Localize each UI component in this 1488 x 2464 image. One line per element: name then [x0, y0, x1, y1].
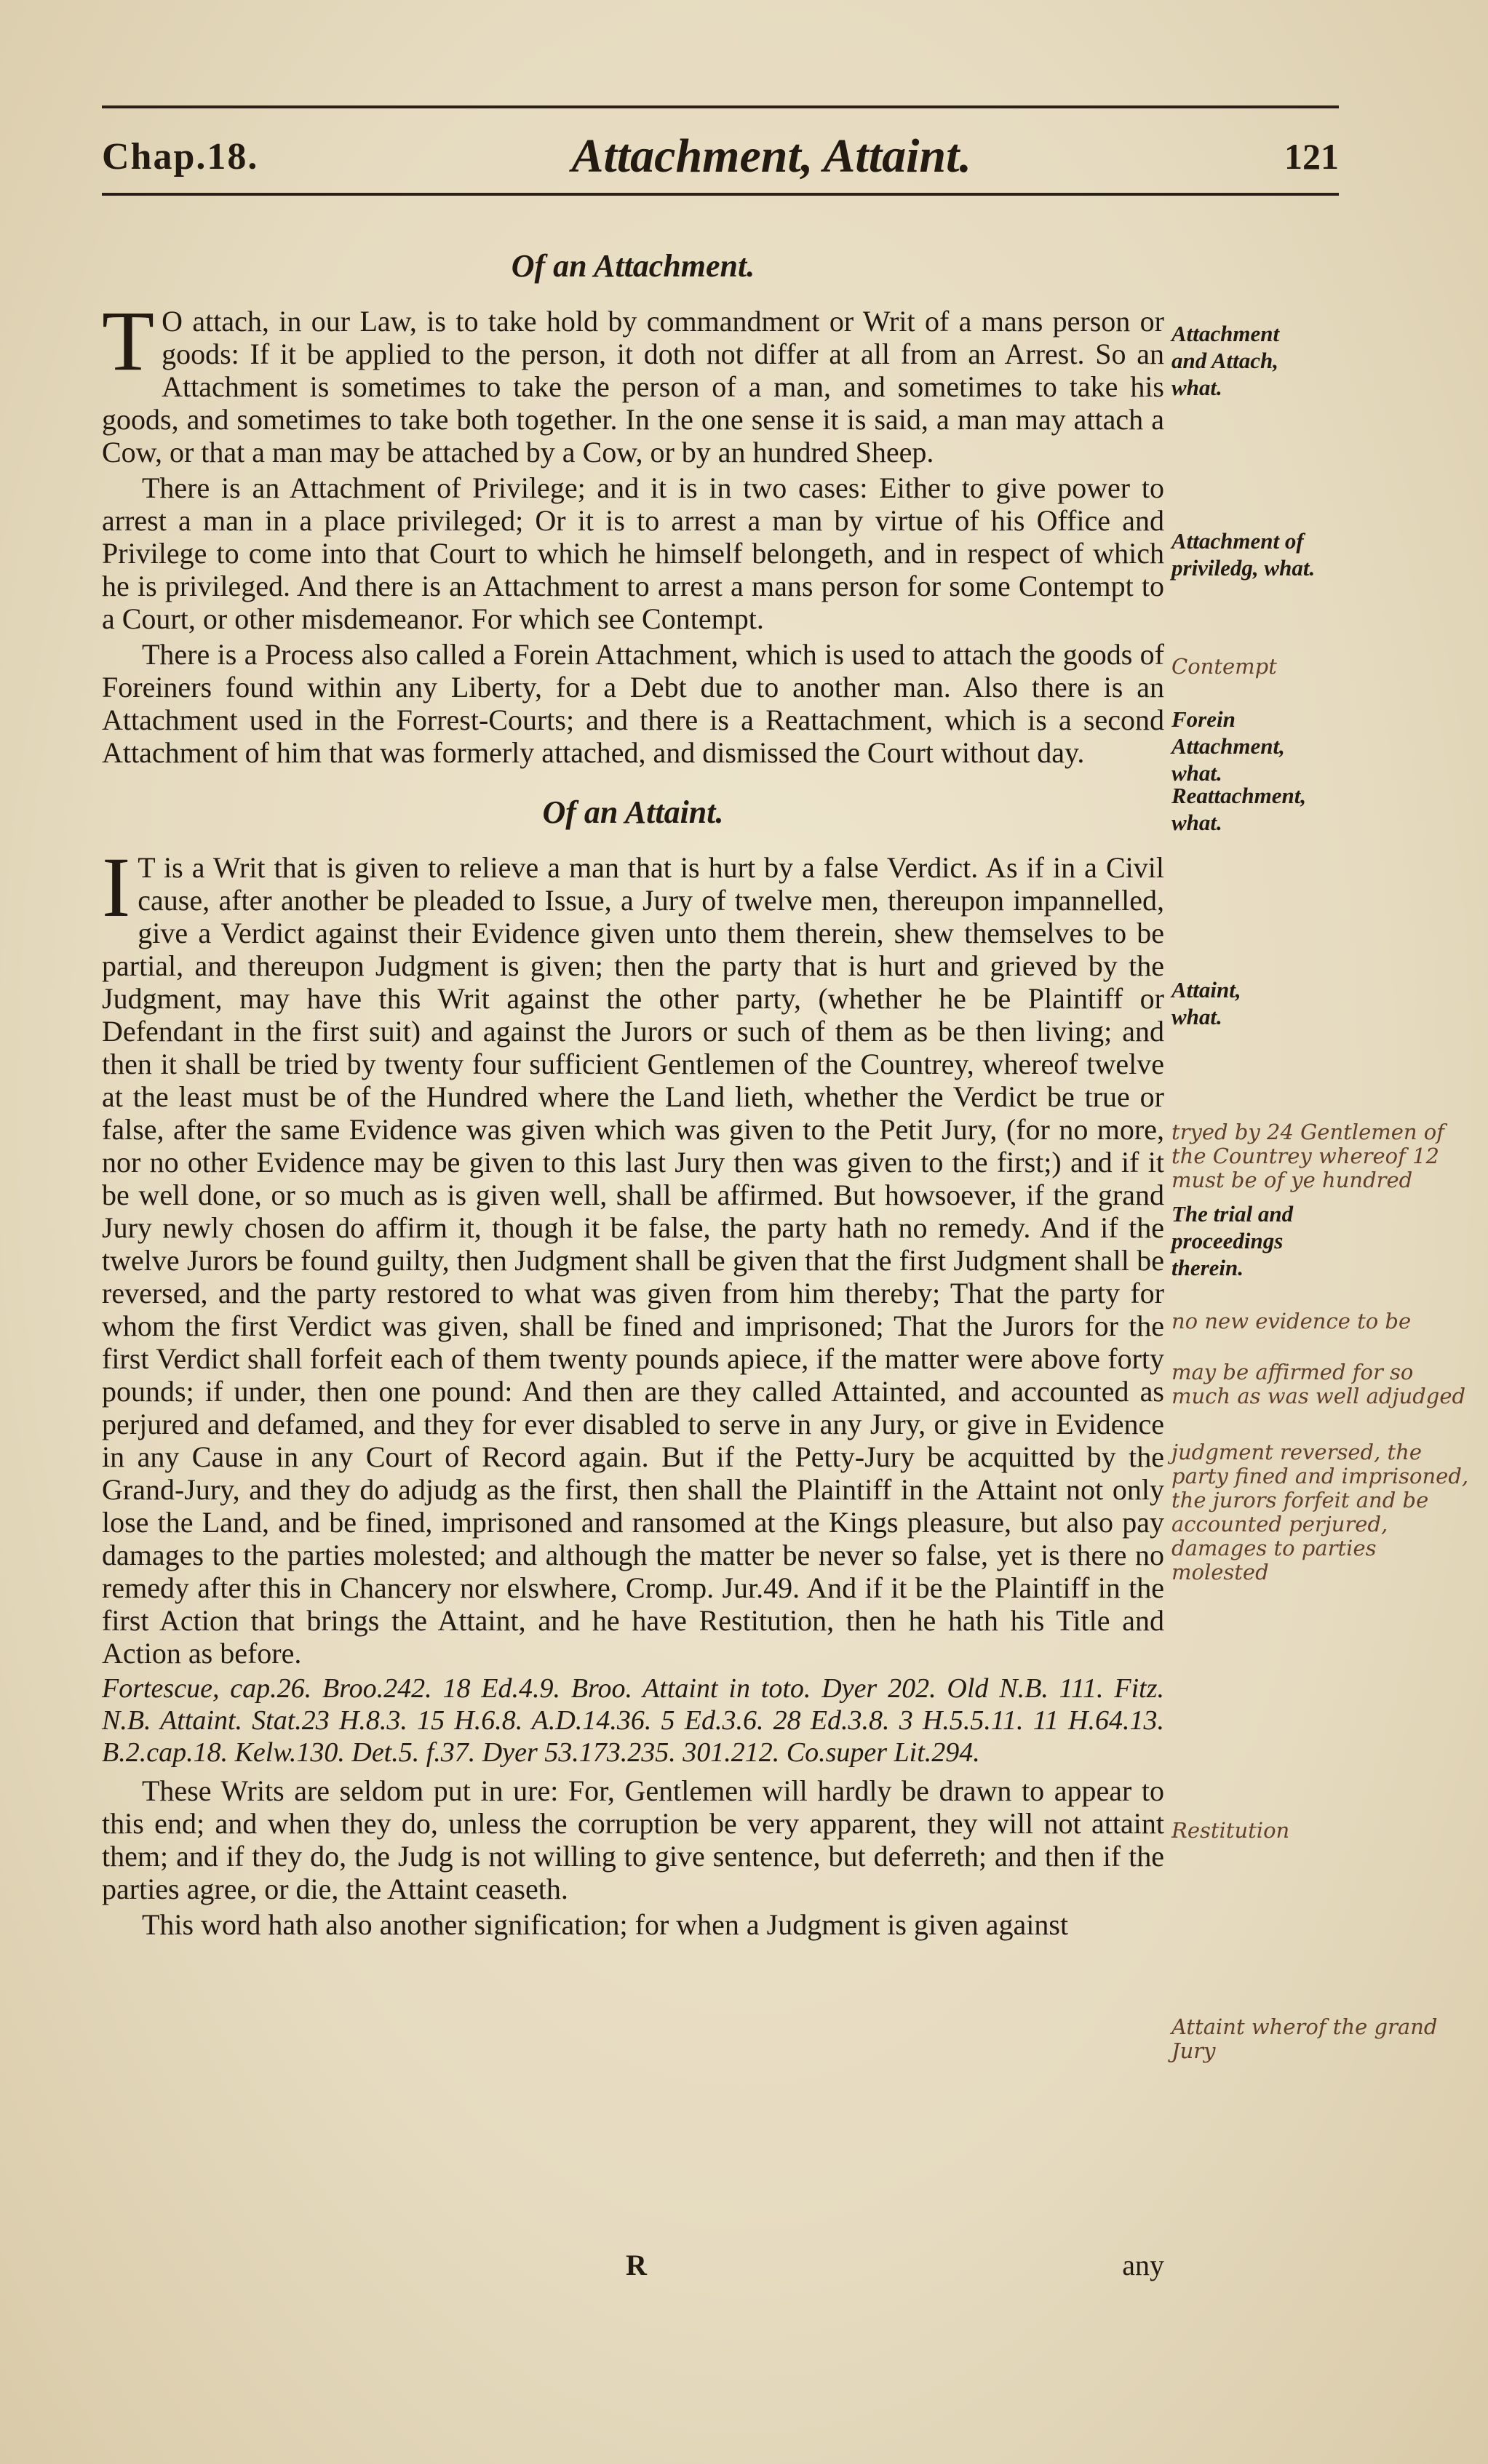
header-rule-top: [102, 105, 1339, 108]
catchword: any: [1122, 2249, 1164, 2281]
main-text: [102, 240, 1164, 1944]
folio-number: 121: [1284, 136, 1339, 177]
attachment-paragraph-1: [102, 293, 1164, 469]
legal-citations: Fortescue, cap.26. Broo.242. 18 Ed.4.9. Broo. Attaint in toto. Dyer 202. Old N.B. 111. Fitz. N.B. Attaint. Stat.23 H.8.3. 15 H.6.8. A.D.14.36. 5 Ed.3.6. 28 Ed.3.8. 3 H.5.5.11. 11 H.64.13. B.2.cap.18. Kelw.130. Det.5. f.37. Dyer 53.173.235. 301.212. Co.super Lit.294.: [102, 1673, 1164, 1768]
drop-cap: T: [102, 293, 155, 388]
header-rule-bottom: [102, 193, 1339, 196]
margin-note: Attaint, what.: [1171, 977, 1241, 1029]
attaint-paragraph-1-text: T is a Writ that is given to relieve a man that is hurt by a false Verdict. As if in a Civil cause, after another be pleaded to Issue, a Jury of twelve men, thereupon impannelled, give a Verdict against their Evidence given unto them therein, shew themselves to be partial, and thereupon Judgment is given; then the party that is hurt and grieved by the Judgment, may have this Writ against the other party, (whether he be Plaintiff or Defendant in the first suit) and against the Jurors or such of them as be then living; and then it shall be tried by twenty four sufficient Gentlemen of the Countrey, whereof twelve at the least must be of the Hundred where the Land lieth, whether the Verdict be true or false, after the same Evidence was given which was given to the Petit Jury, (for no more, nor no other Evidence may be given to this last Jury then was given to the first;) and if it be well done, or so much as is given well, shall be affirmed. But howsoever, if the grand Jury newly chosen do affirm it, though it be false, the party hath no remedy. And if the twelve Jurors be found guilty, then Judgment shall be given that the first Judgment shall be reversed, and the party restored to what was given from him thereby; That the party for whom the first Verdict was given, shall be fined and imprisoned; That the Jurors for the first Verdict shall forfeit each of them twenty pounds apiece, if the matter were above forty pounds; if under, then one pound: And then are they called Attainted, and accounted as perjured and defamed, and they for ever disabled to serve in any Jury, or give in Evidence in any Cause in any Court of Record again. But if the Petty-Jury be acquitted by the Grand-Jury, and they do adjudg as the first, then shall the Plaintiff in the Attaint not only lose the Land, and be fined, imprisoned and ransomed at the Kings pleasure, but also pay damages to the parties molested; and although the matter be never so false, yet is there no remedy after this in Chancery nor elswhere, Cromp. Jur.49. And if it be the Plaintiff in the first Action that brings the Attaint, and he have Restitution, then he hath his Title and Action as before.: [102, 851, 1164, 1670]
handwritten-note: Attaint wherof the grand Jury: [1171, 2014, 1438, 2063]
margin-note: Attachment of priviledg, what.: [1171, 528, 1316, 581]
margin-note: The trial and proceedings therein.: [1171, 1201, 1294, 1280]
margin-column: [1171, 240, 1477, 2423]
margin-note: Forein Attachment, what.: [1171, 706, 1285, 786]
attaint-paragraph-2: These Writs are seldom put in ure: For, Gentlemen will hardly be drawn to appear to this end; and when they do, unless the corruption be very apparent, they will not attaint them; and if they do, the Judg is not willing to give sentence, but deferreth; and then if the parties agree, or die, the Attaint ceaseth.: [102, 1774, 1164, 1905]
section-heading-attaint: Of an Attaint.: [542, 794, 724, 830]
attachment-paragraph-3: There is a Process also called a Forein Attachment, which is used to attach the goods of Foreiners found within any Liberty, for a Debt due to another man. Also there is an Attachment used in the Forrest-Courts; and there is a Reattachment, which is a second Attachment of him that was formerly attached, and dismissed the Court without day.: [102, 638, 1164, 769]
handwritten-note: judgment reversed, the party fined and imprisoned, the jurors forfeit and be accounted perjured, damages to parties molested: [1171, 1440, 1469, 1584]
signature-mark: R: [626, 2249, 647, 2281]
handwritten-note: may be affirmed for so much as was well adjudged: [1171, 1360, 1466, 1408]
section-heading-attachment: Of an Attachment.: [511, 248, 755, 284]
page-title: Attachment, Attaint.: [571, 129, 971, 183]
drop-cap: I: [102, 840, 131, 935]
handwritten-note: tryed by 24 Gentlemen of the Countrey whereof 12 must be of ye hundred: [1171, 1120, 1444, 1192]
attaint-paragraph-3: This word hath also another signification; for when a Judgment is given against: [142, 1908, 1069, 1941]
handwritten-note: no new evidence to be: [1171, 1309, 1412, 1333]
attachment-paragraph-1-text: O attach, in our Law, is to take hold by commandment or Writ of a mans person or goods: If it be applied to the person, it doth not differ at all from an Arrest. So an Attachment is sometimes to take the person of a man, and sometimes to take his goods, and sometimes to take both together. In the one sense it is said, a man may attach a Cow, or that a man may be attached by a Cow, or by an hundred Sheep.: [102, 305, 1164, 469]
attachment-paragraph-2: There is an Attachment of Privilege; and it is in two cases: Either to give power to arrest a man in a place privileged; Or it is to arrest a man by virtue of his Office and Privilege to come into that Court to which he himself belongeth, and in respect of which he is privileged. And there is an Attachment to arrest a mans person for some Contempt to a Court, or other misdemeanor. For which see Contempt.: [102, 471, 1164, 635]
chapter-label: Chap.18.: [102, 135, 259, 178]
attaint-paragraph-1: [102, 840, 1164, 1670]
handwritten-note: Contempt: [1171, 654, 1277, 679]
margin-note: Reattachment, what.: [1171, 783, 1307, 835]
handwritten-note: Restitution: [1171, 1818, 1290, 1843]
margin-note: Attachment and Attach, what.: [1171, 321, 1280, 400]
page-footer: [102, 2248, 1164, 2282]
running-head: [102, 120, 1339, 193]
